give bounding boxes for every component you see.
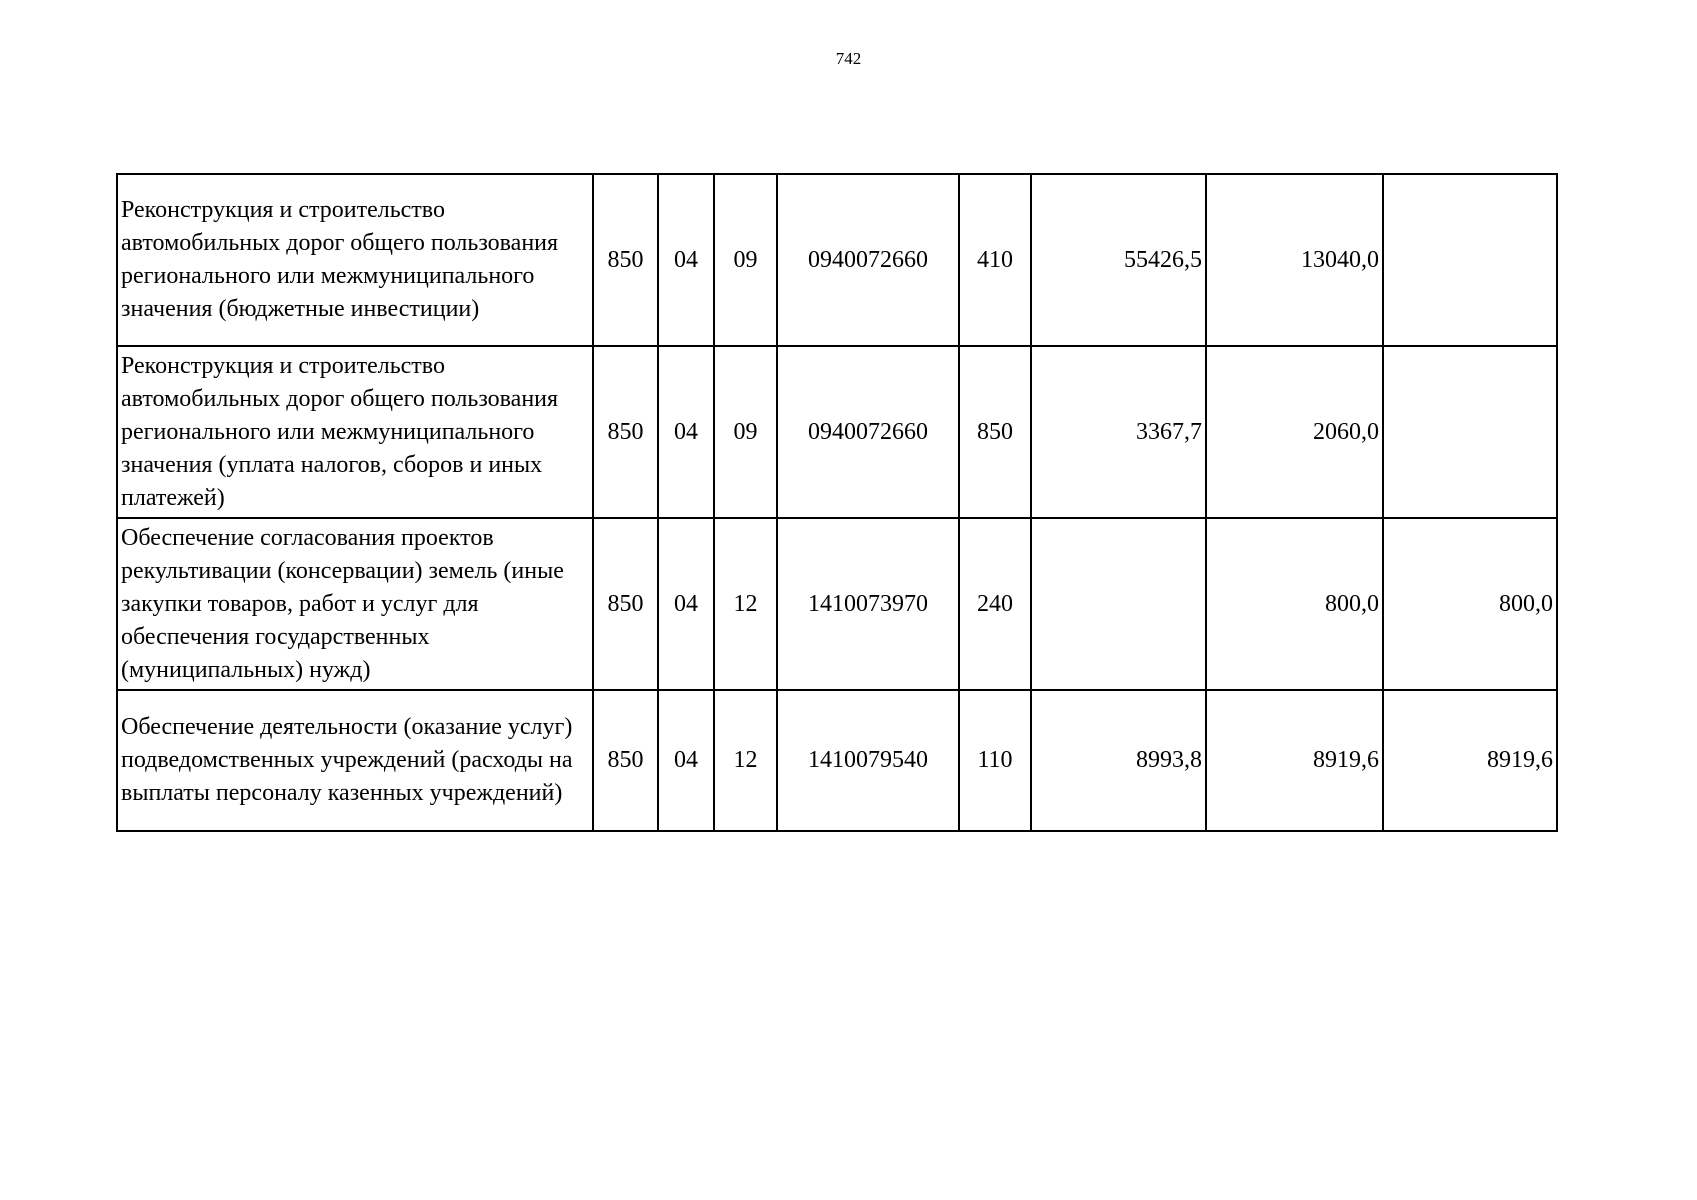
table-row xyxy=(117,174,1557,346)
amount-3: 800,0 xyxy=(1383,518,1557,690)
budget-table xyxy=(116,173,1558,832)
row-description: Реконструкция и строительство автомобильных дорог общего пользования регионального или межмуниципального значения (бюджетные инвестиции) xyxy=(117,174,593,346)
expense-type-code: 410 xyxy=(959,174,1031,346)
page-number: 742 xyxy=(835,49,862,68)
ministry-code: 850 xyxy=(593,346,658,518)
target-article-code: 1410073970 xyxy=(777,518,959,690)
ministry-code: 850 xyxy=(593,690,658,831)
amount-2: 800,0 xyxy=(1206,518,1383,690)
ministry-code: 850 xyxy=(593,518,658,690)
amount-1: 3367,7 xyxy=(1031,346,1206,518)
table-row xyxy=(117,346,1557,518)
section-code: 04 xyxy=(658,690,714,831)
row-description: Реконструкция и строительство автомобильных дорог общего пользования регионального или межмуниципального значения (уплата налогов, сборов и иных платежей) xyxy=(117,346,593,518)
amount-3 xyxy=(1383,346,1557,518)
row-description: Обеспечение деятельности (оказание услуг) подведомственных учреждений (расходы на выплаты персоналу казенных учреждений) xyxy=(117,690,593,831)
subsection-code: 12 xyxy=(714,518,777,690)
amount-1: 8993,8 xyxy=(1031,690,1206,831)
amount-1 xyxy=(1031,518,1206,690)
subsection-code: 09 xyxy=(714,346,777,518)
ministry-code: 850 xyxy=(593,174,658,346)
amount-2: 13040,0 xyxy=(1206,174,1383,346)
table-row xyxy=(117,690,1557,831)
target-article-code: 0940072660 xyxy=(777,174,959,346)
amount-2: 8919,6 xyxy=(1206,690,1383,831)
section-code: 04 xyxy=(658,518,714,690)
target-article-code: 1410079540 xyxy=(777,690,959,831)
expense-type-code: 850 xyxy=(959,346,1031,518)
expense-type-code: 240 xyxy=(959,518,1031,690)
expense-type-code: 110 xyxy=(959,690,1031,831)
amount-3 xyxy=(1383,174,1557,346)
amount-2: 2060,0 xyxy=(1206,346,1383,518)
section-code: 04 xyxy=(658,174,714,346)
target-article-code: 0940072660 xyxy=(777,346,959,518)
subsection-code: 12 xyxy=(714,690,777,831)
subsection-code: 09 xyxy=(714,174,777,346)
amount-3: 8919,6 xyxy=(1383,690,1557,831)
amount-1: 55426,5 xyxy=(1031,174,1206,346)
table-row xyxy=(117,518,1557,690)
row-description: Обеспечение согласования проектов рекультивации (консервации) земель (иные закупки товаров, работ и услуг для обеспечения государственных (муниципальных) нужд) xyxy=(117,518,593,690)
section-code: 04 xyxy=(658,346,714,518)
